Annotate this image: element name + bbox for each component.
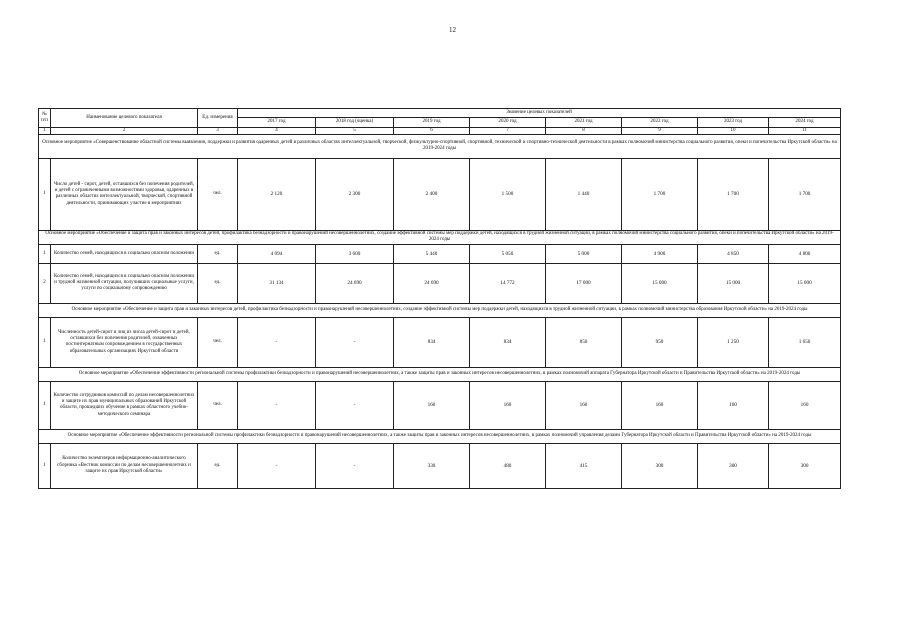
indicator-value: 1 700 [698, 158, 769, 230]
indicator-row [39, 317, 841, 367]
section-header-row [39, 367, 841, 381]
column-number: 10 [698, 127, 769, 134]
indicator-num: 1 [39, 443, 51, 488]
indicator-value: 160 [698, 381, 769, 429]
column-number: 4 [238, 127, 316, 134]
indicator-value: 160 [470, 381, 546, 429]
indicator-value: 2 120 [238, 158, 316, 230]
indicator-num: 1 [39, 158, 51, 230]
indicator-value: 14 772 [470, 263, 546, 303]
indicator-value: - [238, 317, 316, 367]
indicator-row [39, 443, 841, 488]
indicator-num: 1 [39, 317, 51, 367]
indicator-value: - [238, 443, 316, 488]
indicator-value: 415 [546, 443, 622, 488]
indicator-value: - [238, 381, 316, 429]
indicator-name: Число детей - сирот, детей, оставшихся без попечения родителей, и детей с ограниченными возможностями здоровья, одаренных в различных областях интеллектуальной, творческой, спортивной деятельности, принимающих участие в мероприятиях [51, 158, 198, 230]
column-number: 7 [470, 127, 546, 134]
column-number: 2 [51, 127, 198, 134]
indicator-name: Количество семей, находящихся в социально опасном положении [51, 244, 198, 263]
indicator-unit: чел. [198, 381, 238, 429]
section-title: Основное мероприятие «Совершенствование областной системы выявления, поддержки и развития одаренных детей в различных областях интеллектуальной, творческой, физкультурно-спортивной, спортивной, технической и спортивно-технической деятельности в рамках полномочий министерства социального развития, опеки и попечительства Иркутской области» на 2019-2024 годы [39, 134, 841, 158]
indicator-value: 4 094 [238, 244, 316, 263]
indicator-value: 24 690 [394, 263, 470, 303]
section-header-row [39, 134, 841, 158]
header-year: 2022 год [622, 118, 698, 127]
indicator-value: - [316, 381, 394, 429]
column-number: 9 [622, 127, 698, 134]
indicator-unit: ед. [198, 443, 238, 488]
indicator-value: 2 400 [394, 158, 470, 230]
column-numbers-row [39, 127, 841, 134]
indicator-value: 950 [622, 317, 698, 367]
header-year: 2019 год [394, 118, 470, 127]
column-number: 8 [546, 127, 622, 134]
section-title: Основное мероприятие «Обеспечение эффективности региональной системы профилактики безнадзорности и правонарушений несовершеннолетних, а также защиты прав и законных интересов несовершеннолетних, в рамках полномочий аппарата Губернатора Иркутской области и Правительства Иркутской области» на 2019-2024 годы [39, 367, 841, 381]
indicator-value: - [316, 317, 394, 367]
column-number: 6 [394, 127, 470, 134]
indicator-value: 5 440 [394, 244, 470, 263]
indicator-name: Количество экземпляров информационно-аналитического сборника «Вестник комиссии по делам несовершеннолетних и защите их прав Иркутской области» [51, 443, 198, 488]
indicator-row [39, 263, 841, 303]
indicator-value: 1 500 [470, 158, 546, 230]
header-year: 2017 год [238, 118, 316, 127]
indicator-value: 4 900 [622, 244, 698, 263]
indicator-value: 160 [394, 381, 470, 429]
indicator-value: 330 [394, 443, 470, 488]
indicator-value: 15 000 [622, 263, 698, 303]
section-title: Основное мероприятие «Обеспечение и защита прав и законных интересов детей, профилактика безнадзорности и правонарушений несовершеннолетних, создание эффективной системы мер поддержки детей, находящихся в трудной жизненной ситуации, в рамках полномочий министерства социального развития, опеки и попечительства Иркутской области» на 2019-2024 годы [39, 230, 841, 244]
indicator-value: 834 [394, 317, 470, 367]
indicator-value: 834 [470, 317, 546, 367]
indicator-value: 300 [698, 443, 769, 488]
indicator-value: 4 850 [698, 244, 769, 263]
indicator-value: 2 300 [316, 158, 394, 230]
indicator-value: 17 000 [546, 263, 622, 303]
indicator-value: 4 800 [769, 244, 841, 263]
table-body [39, 134, 841, 488]
column-number: 5 [316, 127, 394, 134]
indicator-value: 5 050 [470, 244, 546, 263]
indicator-value: 1 440 [546, 158, 622, 230]
indicator-value: 1 650 [769, 317, 841, 367]
indicator-value: 160 [622, 381, 698, 429]
indicator-row [39, 158, 841, 230]
indicator-value: 1 700 [622, 158, 698, 230]
section-header-row [39, 230, 841, 244]
page-number: 12 [449, 26, 456, 34]
indicator-row [39, 244, 841, 263]
indicator-value: 3 600 [316, 244, 394, 263]
column-number: 3 [198, 127, 238, 134]
indicator-value: - [316, 443, 394, 488]
indicator-num: 2 [39, 263, 51, 303]
indicator-name: Количество сотрудников комиссий по делам несовершеннолетних и защите их прав муниципальных образований Иркутской области, прошедших обучение в рамках областного учебно-методического семинара [51, 381, 198, 429]
indicator-value: 24 690 [316, 263, 394, 303]
section-title: Основное мероприятие «Обеспечение эффективности региональной системы профилактики безнадзорности и правонарушений несовершеннолетних, а также защиты прав и законных интересов несовершеннолетних, в рамках полномочий управления делами Губернатора Иркутской области и Правительства Иркутской области» на 2019-2024 годы [39, 429, 841, 443]
indicator-value: 480 [470, 443, 546, 488]
indicator-value: 5 000 [546, 244, 622, 263]
indicator-value: 1 250 [698, 317, 769, 367]
target-indicators-table [38, 108, 841, 489]
indicator-name: Количество семей, находящихся в социально опасном положении и трудной жизненной ситуации, получивших социальные услуги, услуги по социальному сопровождению [51, 263, 198, 303]
indicator-value: 850 [546, 317, 622, 367]
header-unit: Ед. измерения [198, 109, 238, 128]
indicator-num: 1 [39, 381, 51, 429]
indicator-value: 15 000 [698, 263, 769, 303]
column-number: 1 [39, 127, 51, 134]
section-header-row [39, 429, 841, 443]
column-number: 11 [769, 127, 841, 134]
indicator-value: 15 000 [769, 263, 841, 303]
indicator-unit: чел. [198, 158, 238, 230]
indicator-value: 160 [546, 381, 622, 429]
indicator-row [39, 381, 841, 429]
section-header-row [39, 303, 841, 317]
indicator-value: 1 700 [769, 158, 841, 230]
header-year: 2024 год [769, 118, 841, 127]
indicator-unit: чел. [198, 317, 238, 367]
header-num: № п/п [39, 109, 51, 128]
section-title: Основное мероприятие «Обеспечение и защита прав и законных интересов детей, профилактика безнадзорности и правонарушений несовершеннолетних, создание эффективной системы мер поддержки детей, находящихся в трудной жизненной ситуации, в рамках полномочий министерства образования Иркутской области» на 2019-2024 годы [39, 303, 841, 317]
header-year: 2020 год [470, 118, 546, 127]
header-year: 2023 год [698, 118, 769, 127]
indicator-value: 300 [769, 443, 841, 488]
indicator-value: 300 [622, 443, 698, 488]
header-name: Наименование целевого показателя [51, 109, 198, 128]
indicator-value: 31 134 [238, 263, 316, 303]
indicator-value: 160 [769, 381, 841, 429]
indicator-unit: ед. [198, 263, 238, 303]
header-values: Значение целевых показателей [238, 109, 841, 118]
indicator-unit: ед. [198, 244, 238, 263]
header-year: 2018 год (оценка) [316, 118, 394, 127]
indicator-name: Численность детей-сирот и лиц из числа детей-сирот и детей, оставшихся без попечения родителей, охваченных постинтернатным сопровождением в государственных образовательных организациях Иркутской области [51, 317, 198, 367]
indicator-num: 1 [39, 244, 51, 263]
header-year: 2021 год [546, 118, 622, 127]
header-row-1 [39, 109, 841, 118]
